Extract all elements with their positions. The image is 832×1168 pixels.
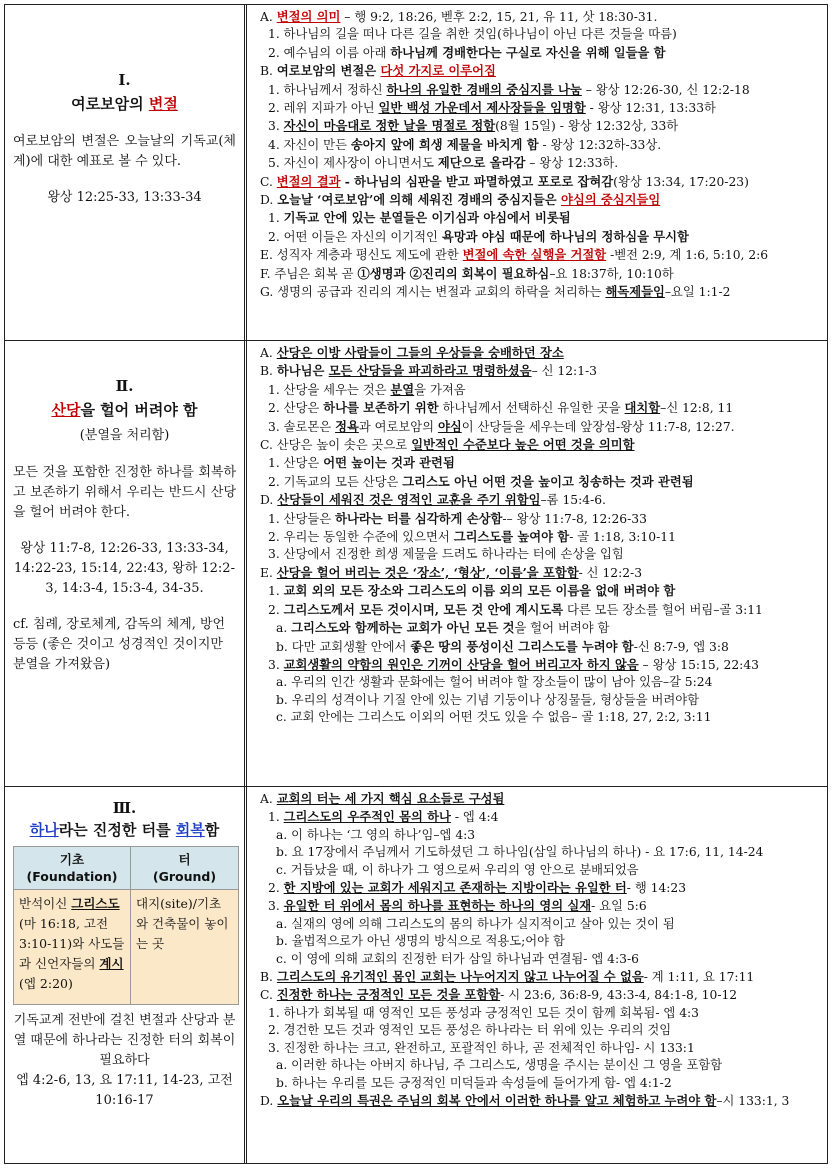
outline-text: 좋은 땅의 풍성이신 그리스도를 누려야 함 (410, 638, 634, 654)
outline-text: - 왕상 12:31, 13:33하 (585, 101, 716, 116)
outline-text: 2. 어떤 이들은 자신의 이기적인 (268, 229, 442, 244)
section-1-reference: 왕상 12:25-33, 13:33-34 (47, 190, 202, 205)
outline-line (260, 1005, 823, 1022)
outline-text: 오늘날 ‘여로보암’에 의해 세워진 경배의 중심지들은 (277, 192, 561, 208)
outline-text: a. 우리의 인간 생활과 문화에는 헐어 버려야 할 장소들이 많이 남아 있음–갈 5:24 (276, 675, 713, 690)
section-3-description: 기독교계 전반에 걸친 변절과 산당과 분열 때문에 하나라는 진정한 터의 회복이 필요하다 (13, 1013, 236, 1068)
outline-text: -벧전 2:9, 계 1:6, 5:10, 2:6 (606, 248, 769, 263)
table-header-foundation: 기초 (Foundation) (14, 847, 131, 890)
outline-text: 산당들이 세워진 것은 영적인 교훈을 주기 위함임 (277, 492, 541, 508)
outline-text: c. 거듭났을 때, 이 하나가 그 영으로써 우리의 영 안으로 분배되었음 (276, 862, 639, 877)
outline-line (260, 844, 823, 861)
section-3-summary (5, 787, 247, 1163)
outline-text: F. 주님은 회복 곧 (260, 266, 358, 281)
outline-line (260, 790, 823, 808)
outline-text: –신 12:8, 11 (660, 401, 734, 416)
outline-line (260, 692, 823, 709)
outline-text: 2. 예수님의 이름 아래 (268, 45, 391, 60)
outline-line (260, 246, 823, 264)
outline-text: 하나를 보존하기 위한 (323, 400, 439, 416)
outline-text: 일반 백성 가운데서 제사장들을 임명함 (378, 100, 586, 116)
outline-text: 을 헐어 버려야 함 (514, 621, 610, 636)
outline-text: 진정한 하나는 긍정적인 모든 것을 포함함 (276, 987, 501, 1003)
outline-text: – 왕상 15:15, 22:43 (638, 657, 759, 672)
outline-text: B. (260, 970, 277, 985)
outline-text: –요 18:37하, 10:10하 (549, 266, 674, 281)
outline-text: 변절의 결과 (276, 173, 341, 189)
outline-line (260, 1022, 823, 1039)
outline-text: 1. 하나님의 길을 떠나 다른 길을 취한 것임(하나님이 아닌 다른 것들을 따름) (268, 27, 677, 42)
outline-text: - 골 1:18, 3:10-11 (569, 530, 676, 545)
outline-line (260, 418, 823, 436)
outline-text: - 요일 5:6 (591, 899, 647, 914)
outline-line (260, 362, 823, 380)
outline-text: 하나의 유일한 경배의 중심지를 나눔 (386, 81, 582, 97)
outline-text: 그리스도의 우주적인 몸의 하나 (283, 809, 451, 825)
outline-text: 여로보암의 변절은 (276, 63, 381, 79)
outline-text: 산당을 헐어 버리는 것은 ‘장소’, ‘형상’, ‘이름’을 포함함 (276, 564, 579, 580)
outline-text: 1. (268, 211, 284, 226)
table-cell-ground: 대지(site)/기초와 건축물이 놓이는 곳 (131, 890, 239, 1005)
outline-line (260, 173, 823, 191)
outline-text: 하나님은 (276, 363, 329, 379)
outline-line (260, 582, 823, 600)
table-cell-foundation: 반석이신 그리스도(마 16:18, 고전 3:10-11)와 사도들과 신언자들의 계시(엡 2:20) (14, 890, 131, 1005)
section-2-title: 산당을 헐어 버려야 함 (51, 401, 198, 419)
outline-text: c. 교회 안에는 그리스도 이외의 어떤 것도 있을 수 없음– 골 1:18, 27, 2:2, 3:11 (276, 710, 712, 725)
outline-sheet (4, 4, 828, 1164)
outline-text: - 행 14:23 (626, 881, 687, 896)
outline-text: - 계 1:11, 요 17:11 (643, 970, 755, 985)
outline-text: 다른 모든 장소를 헐어 버림–골 3:11 (563, 602, 763, 617)
outline-text: 이 산당들을 세우는데 앞장섬-왕상 11:7-8, 12:27. (461, 419, 735, 434)
section-3-title: 하나라는 진정한 터를 회복함 (29, 821, 220, 839)
section-3-title-keyword-2: 회복 (175, 821, 205, 839)
outline-line (260, 228, 823, 246)
section-2-reference: 왕상 11:7-8, 12:26-33, 13:33-34, 14:22-23, 15:14, 22:43, 왕하 12:2-3, 14:3-4, 15:3-4, 34-35. (14, 541, 235, 596)
outline-text: D. (260, 1093, 278, 1108)
outline-text: (8월 15일) - 왕상 12:32상, 33하 (495, 119, 679, 134)
table-header-ground: 터 (Ground) (131, 847, 239, 890)
outline-text: 기독교 안에 있는 분열들은 이기심과 야심에서 비롯됨 (283, 210, 571, 226)
outline-text: 5. 자신이 제사장이 아니면서도 (268, 156, 438, 171)
outline-text: 2. 산당은 (268, 401, 324, 416)
outline-line (260, 62, 823, 80)
outline-line (260, 344, 823, 362)
section-3-roman: Ⅲ. (112, 799, 137, 817)
outline-text: -신 8:7-9, 엡 3:8 (633, 639, 729, 654)
outline-line (260, 399, 823, 417)
section-2 (4, 340, 828, 786)
outline-text: G. 생명의 공급과 진리의 계시는 변절과 교회의 하락을 처리하는 (260, 285, 606, 300)
outline-text: - 신 12:2-3 (578, 565, 643, 580)
outline-text: C. 산당은 높이 솟은 곳으로 (260, 438, 412, 453)
outline-line (260, 528, 823, 546)
outline-text: 3. (268, 657, 284, 672)
outline-text: 을 가져옴 (414, 382, 466, 397)
outline-line (260, 674, 823, 691)
section-1-summary (5, 5, 247, 340)
section-2-outline (250, 341, 827, 786)
outline-line (260, 491, 823, 509)
outline-line (260, 656, 823, 674)
outline-text: c. 이 영에 의해 교회의 진정한 터가 삼일 하나님과 연결됨- 엡 4:3-6 (276, 951, 639, 966)
outline-text: b. 다만 교회생활 안에서 (276, 639, 411, 654)
outline-line (260, 1040, 823, 1057)
outline-line (260, 827, 823, 844)
outline-text: -– 왕상 11:7-8, 12:26-33 (502, 511, 647, 526)
outline-line (260, 136, 823, 154)
outline-text: 다섯 가지로 이루어짐 (380, 63, 496, 79)
outline-text: –요일 1:1-2 (664, 285, 731, 300)
outline-line (260, 638, 823, 656)
outline-line (260, 968, 823, 986)
outline-line (260, 436, 823, 454)
outline-text: - 하나님의 심판을 받고 파멸하였고 포로로 잡혀감 (340, 173, 614, 189)
outline-line (260, 951, 823, 968)
outline-text: 변절의 의미 (276, 9, 341, 24)
outline-text: b. 하나는 우리를 모든 긍정적인 미덕들과 속성들에 들어가게 함- 엡 4:1-2 (276, 1075, 672, 1090)
section-1-outline (250, 5, 827, 340)
outline-line (260, 879, 823, 897)
section-1-description: 여로보암의 변절은 오늘날의 기독교(체계)에 대한 예표로 볼 수 있다. (13, 134, 236, 169)
outline-line (260, 117, 823, 135)
outline-line (260, 1057, 823, 1074)
section-1-roman: Ⅰ. (118, 71, 131, 89)
outline-line (260, 601, 823, 619)
outline-text: 그리스도와 함께하는 교회가 아닌 모든 것 (291, 620, 515, 636)
outline-text: a. (276, 621, 292, 636)
outline-line (260, 8, 823, 26)
outline-line (260, 381, 823, 399)
outline-text: 그리스도를 높여야 함 (453, 529, 570, 545)
outline-text: C. (260, 174, 277, 189)
section-3-title-keyword-1: 하나 (29, 821, 59, 839)
outline-text: 야심 (437, 418, 462, 434)
outline-text: 변절에 속한 실행을 거절함 (462, 247, 607, 263)
outline-text: 1. 산당들은 (268, 511, 336, 526)
outline-text: 그리스도의 유기적인 몸인 교회는 나누어지지 않고 나누어질 수 없음 (276, 969, 644, 985)
section-3-outline (250, 787, 827, 1163)
outline-text: 3. (268, 899, 284, 914)
outline-line (260, 808, 823, 826)
outline-text: 해독제들임 (605, 284, 665, 300)
outline-line (260, 283, 823, 301)
outline-text: – 왕상 12:26-30, 신 12:2-18 (581, 82, 750, 97)
outline-text: 1. 하나가 회복될 때 영적인 모든 풍성과 긍정적인 모든 것이 함께 회복됨- 엡 4:3 (268, 1005, 699, 1020)
outline-text: 3. 진정한 하나는 크고, 완전하고, 포괄적인 하나, 곧 전체적인 하나임- 시 133:1 (268, 1040, 695, 1055)
outline-line (260, 154, 823, 172)
outline-line (260, 897, 823, 915)
outline-text: 1. 하나님께서 정하신 (268, 82, 387, 97)
outline-text: B. (260, 364, 277, 379)
outline-text: b. 요 17장에서 주님께서 기도하셨던 그 하나임(삼일 하나님의 하나) - 요 17:6, 11, 14-24 (276, 845, 764, 860)
outline-text: - 시 23:6, 36:8-9, 43:3-4, 84:1-8, 10-12 (500, 988, 738, 1003)
outline-text: 대치함 (624, 400, 661, 416)
outline-text: A. (260, 346, 277, 360)
outline-text: –롬 15:4-6. (540, 493, 606, 508)
outline-text: 3. 산당에서 진정한 희생 제물을 드려도 하나라는 터에 손상을 입힘 (268, 547, 624, 562)
section-3 (4, 786, 828, 1164)
outline-text: 그리스도께서 모든 것이시며, 모든 것 안에 계시도록 (283, 601, 564, 617)
outline-text: 1. 산당을 세우는 것은 (268, 382, 391, 397)
outline-text: 모든 산당들을 파괴하라고 명령하셨음 (328, 363, 532, 379)
section-2-subtitle: (분열을 처리함) (79, 428, 170, 443)
outline-text: A. (260, 10, 277, 24)
section-2-roman: Ⅱ. (115, 377, 134, 395)
outline-text: – 신 12:1-3 (531, 364, 598, 379)
section-2-summary (5, 341, 247, 786)
outline-text: 유일한 터 위에서 몸의 하나를 표현하는 하나의 영의 실재 (283, 898, 592, 914)
outline-text: 한 지방에 있는 교회가 세워지고 존재하는 지방이라는 유일한 터 (283, 880, 627, 896)
outline-text: E. (260, 565, 277, 580)
outline-text: 어떤 높이는 것과 관련됨 (323, 455, 455, 471)
outline-line (260, 209, 823, 227)
outline-text: 분열 (390, 381, 415, 397)
outline-text: 2. 우리는 동일한 수준에 있으면서 (268, 530, 454, 545)
outline-text: 제단으로 올라감 (437, 155, 526, 171)
outline-text: 하나님께 경배한다는 구실로 자신을 위해 일들을 함 (390, 44, 666, 60)
outline-line (260, 44, 823, 62)
outline-line (260, 933, 823, 950)
outline-text: 2. 기독교의 모든 산당은 (268, 474, 403, 489)
section-2-title-keyword: 산당 (51, 401, 81, 419)
outline-text: – 행 9:2, 18:26, 벧후 2:2, 15, 21, 유 11, 삿 18:30-31. (340, 10, 658, 24)
outline-text: b. 율법적으로가 아닌 생명의 방식으로 적용도;어야 함 (276, 934, 565, 949)
outline-line (260, 709, 823, 726)
outline-text: 오늘날 우리의 특권은 주님의 회복 안에서 이러한 하나를 알고 체험하고 누려야 함 (277, 1092, 717, 1108)
outline-text: 2. (268, 881, 284, 896)
outline-line (260, 619, 823, 637)
outline-text: 과 여로보암의 (358, 419, 438, 434)
section-1-title: 여로보암의 변절 (71, 95, 178, 113)
outline-line (260, 1075, 823, 1092)
outline-line (260, 191, 823, 209)
section-1-title-keyword: 변절 (148, 95, 178, 113)
outline-text: ①생명과 ②진리의 회복이 필요하심 (357, 265, 550, 281)
outline-text: D. (260, 193, 278, 208)
outline-text: 1. (268, 584, 284, 599)
outline-line (260, 916, 823, 933)
outline-text: 2. (268, 602, 284, 617)
outline-text: 야심의 중심지들임 (560, 192, 661, 208)
outline-text: 송아지 앞에 희생 제물을 바치게 함 (350, 136, 539, 152)
outline-line (260, 862, 823, 879)
outline-text: 교회의 터는 세 가지 핵심 요소들로 구성됨 (276, 791, 505, 806)
outline-text: 일반적인 수준보다 높은 어떤 것을 의미함 (411, 437, 635, 453)
outline-text: E. 성직자 계층과 평신도 제도에 관한 (260, 248, 463, 263)
section-2-description: 모든 것을 포함한 진정한 하나를 회복하고 보존하기 위해서 우리는 반드시 산당을 헐어 버려야 한다. (13, 465, 236, 520)
outline-text: 2. 경건한 모든 것과 영적인 모든 풍성은 하나라는 터 위에 있는 우리의 것임 (268, 1023, 672, 1038)
outline-text: 2. 레위 지파가 아닌 (268, 101, 379, 116)
outline-text: – 왕상 12:33하. (525, 156, 619, 171)
section-1 (4, 4, 828, 340)
outline-text: (왕상 13:34, 17:20-23) (613, 174, 749, 189)
outline-line (260, 1092, 823, 1110)
outline-text: 1. 산당은 (268, 456, 324, 471)
outline-line (260, 454, 823, 472)
outline-text: 교회생활의 약함의 원인은 기꺼이 산당을 헐어 버리고자 하지 않음 (283, 656, 639, 672)
outline-text: 3. (268, 119, 284, 134)
outline-text: D. (260, 493, 278, 508)
outline-text: 3. 솔로몬은 (268, 419, 336, 434)
outline-line (260, 510, 823, 528)
outline-line (260, 26, 823, 43)
outline-text: 욕망과 야심 때문에 하나님의 정하심을 무시함 (441, 228, 689, 244)
outline-text: 자신이 마음대로 정한 날을 명절로 정함 (283, 118, 496, 134)
outline-text: A. (260, 792, 277, 806)
outline-text: B. (260, 64, 277, 79)
outline-text: a. 실재의 영에 의해 그리스도의 몸의 하나가 실지적이고 살아 있는 것이 됨 (276, 916, 675, 931)
foundation-ground-table (13, 846, 239, 1005)
outline-text: 산당은 이방 사람들이 그들의 우상들을 숭배하던 장소 (276, 345, 564, 360)
outline-text: C. (260, 988, 277, 1003)
outline-text: - 엡 4:4 (450, 810, 499, 825)
outline-text: 하나라는 터를 심각하게 손상함 (335, 510, 503, 526)
outline-text: a. 이러한 하나는 아버지 하나님, 주 그리스도, 생명을 주시는 분이신 그 영을 포함함 (276, 1058, 723, 1073)
outline-line (260, 473, 823, 491)
outline-line (260, 986, 823, 1004)
outline-line (260, 99, 823, 117)
outline-text: b. 우리의 성격이나 기질 안에 있는 기념 기둥이나 상징물들, 형상들을 버려야함 (276, 692, 700, 707)
outline-text: 하나님께서 선택하신 유일한 곳을 (438, 401, 625, 416)
section-2-note: cf. 침례, 장로체계, 감독의 체계, 방언 등등 (좋은 것이고 성경적인 것이지만 분열을 가져왔음) (13, 617, 226, 672)
outline-text: 정욕 (335, 418, 359, 434)
outline-line (260, 546, 823, 563)
outline-line (260, 564, 823, 582)
outline-text: a. 이 하나는 ‘그 영의 하나’임–엡 4:3 (276, 827, 476, 842)
outline-text: - 왕상 12:32하-33상. (538, 137, 662, 152)
outline-text: 1. (268, 810, 284, 825)
outline-text: –시 133:1, 3 (716, 1093, 790, 1108)
outline-text: 교회 외의 모든 장소와 그리스도의 이름 외의 모든 이름을 없애 버려야 함 (283, 583, 676, 599)
outline-text: 4. 자신이 만든 (268, 137, 351, 152)
outline-text: 그리스도 아닌 어떤 것을 높이고 칭송하는 것과 관련됨 (402, 473, 694, 489)
section-3-reference: 엡 4:2-6, 13, 요 17:11, 14-23, 고전 10:16-17 (16, 1073, 233, 1108)
outline-line (260, 265, 823, 283)
outline-line (260, 81, 823, 99)
